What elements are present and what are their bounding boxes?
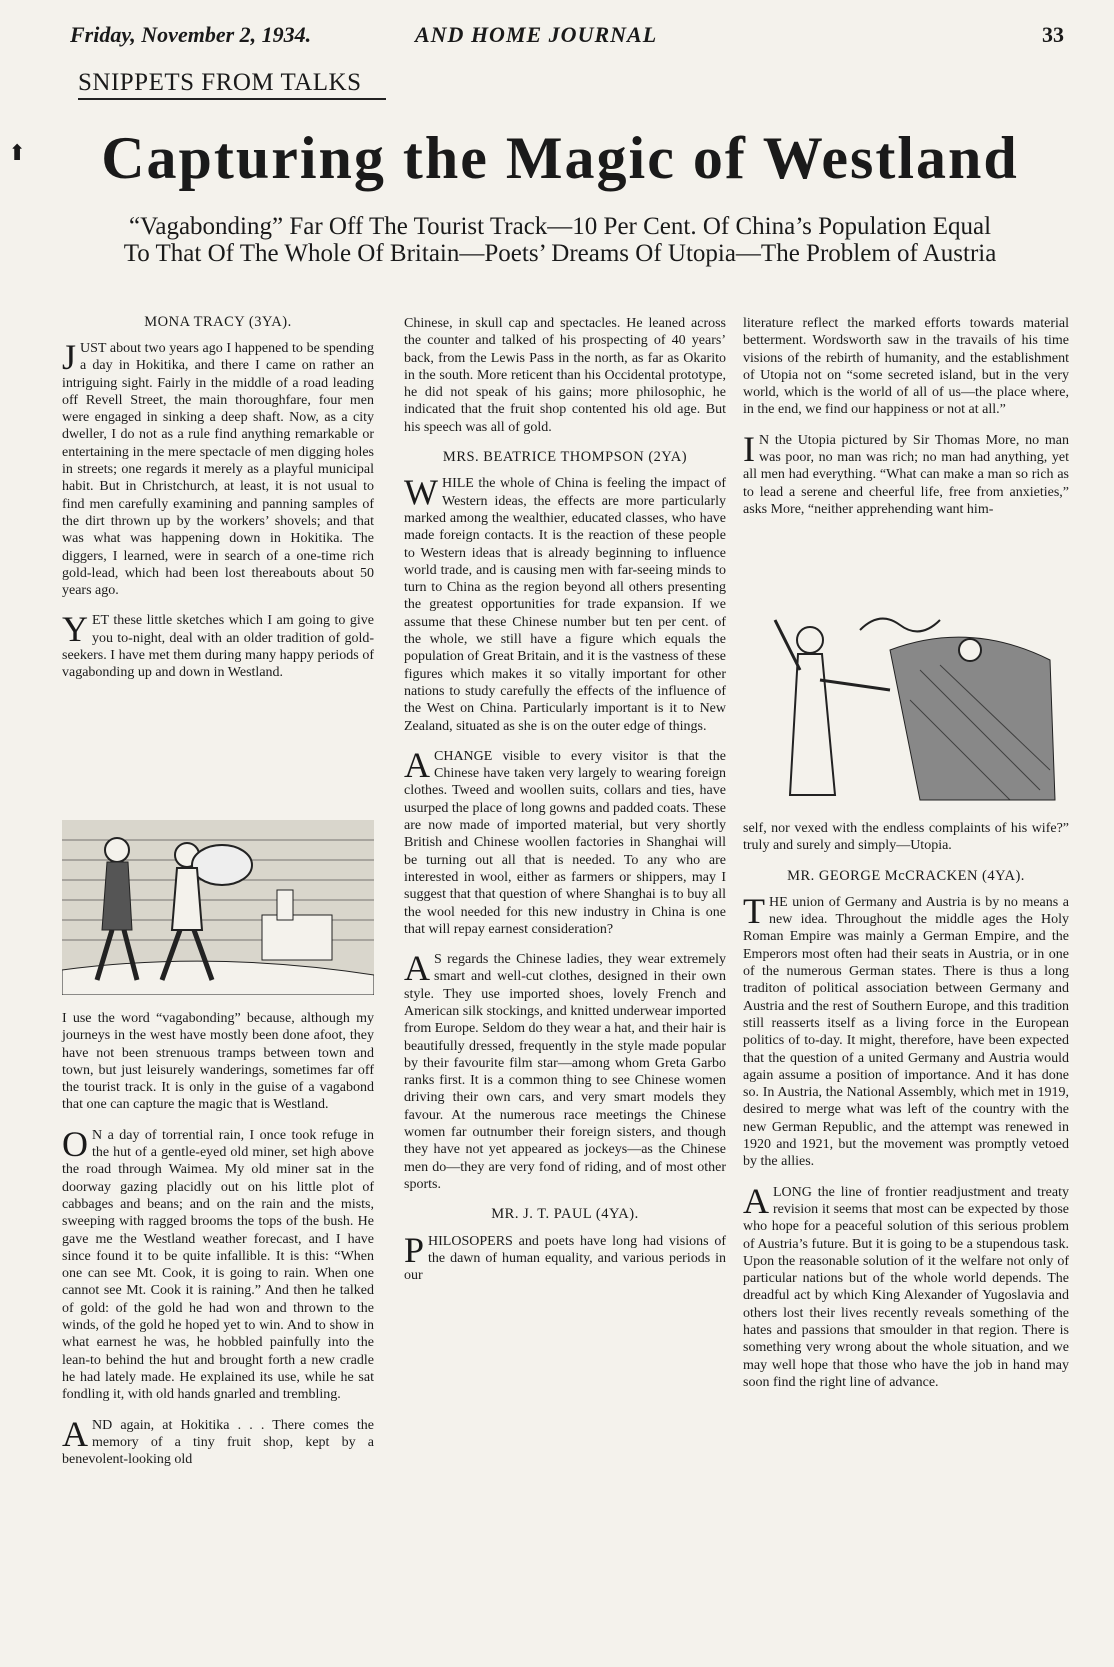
column-3 [743,315,1069,531]
headline: Capturing the Magic of Westland [101,125,1019,191]
paragraph: self, nor vexed with the endless complaints of his wife?” truly and surely and simply—Utopia. [743,821,1069,854]
byline: MR. J. T. PAUL (4YA). [491,1206,639,1223]
section-label: SNIPPETS FROM TALKS [78,68,386,100]
drop-cap: W [404,472,438,513]
drop-cap: A [743,1180,769,1221]
drop-cap: P [404,1229,425,1270]
paragraph: O N a day of torrential rain, I once took refuge in the hut of a gentle-eyed old miner, set high above the road through Waimea. My old miner sat in the doorway gazing placidly out on his little plot of cabbages and beans; and on the rain and the mists, sweeping with ragged brooms the tops of the bush. He gave me the Westland weather forecast, and I have since found it to be quite infallible. It is this: “When one can see Mt. Cook, it is going to rain. When one cannot see Mt. Cook it is raining.” And then he talked of gold: of the gold he had won and thrown to the winds, of the gold he hoped yet to win. And to show in what earnest he was, he hobbled painfully into the lean-to behind the hut and brought forth a new cradle he had lately made. He explained its use, while he sat fondling it, with old hands gnarled and trembling. [62,1123,374,1403]
margin-mark-icon: ⬆ [8,140,27,165]
byline: MRS. BEATRICE THOMPSON (2YA) [442,449,688,466]
drop-cap: A [404,948,430,989]
paragraph: AND again, at Hokitika . . . There comes the memory of a tiny fruit shop, kept by a benevolent-looking old [62,1413,374,1468]
column-1 [62,314,374,695]
drop-cap: I [743,428,755,469]
drop-cap: A [404,744,430,785]
page-number: 33 [1042,22,1064,47]
paragraph: literature reflect the marked efforts towards material betterment. Wordsworth saw in the travails of his time visions of the rebirth of humanity, and the establishment of Utopia not on “some secreted island, but in the very world, which is the world of all of us—the place where, in the end, we find our happiness or not at all.” [743,316,1069,418]
issue-date: Friday, November 2, 1934. [70,22,312,47]
subheadline: “Vagabonding” Far Off The Tourist Track—10 Per Cent. Of China’s Population Equal To That Of The Whole Of Britain—Poets’ Dreams Of Utopia—The Problem of Austria [123,213,997,267]
drop-cap: J [62,337,77,377]
page-header [70,22,1064,52]
paragraph: PHILOSOPERS and poets have long had visions of the dawn of human equality, and various periods in our [404,1229,726,1284]
paragraph: I N the Utopia pictured by Sir Thomas More, no man was poor, no man was rich; no man had anything, yet all men had everything. “What can make a man so rich as to lead a serene and cheerful life, free from anxieties,” asks More, “neither apprehending want him- [743,428,1069,517]
vagabonds-sketch-icon [62,820,374,995]
drop-cap: T [743,890,765,931]
byline: MONA TRACY (3YA). [144,314,292,330]
paragraph: ALONG the line of frontier readjustment and treaty revision it seems that most can be expected by those who hope for a peaceful solution of this serious problem of Austria’s future. But it is going to be a stupendous task. Upon the reasonable solution of it the welfare not only of particular nations but of the whole world depends. The dreadful act by which King Alexander of Yugoslavia and others lost their lives recently reveals something of the hates and passions that smoulder in that region. There is something very wrong about the whole situation, and we may well hope that those who have the job in hand may soon find the right line of advance. [743,1180,1069,1390]
paragraph: I use the word “vagabonding” because, although my journeys in the west have mostly been done afoot, they have not been strenuous tramps between town and town, but just leisurely wanderings, sometimes far off the tourist track. It is only in the guise of a vagabond that one can capture the magic that is Westland. [62,1011,374,1113]
drop-cap: A [62,1413,88,1454]
drop-cap: Y [62,609,88,650]
paragraph: JUST about two years ago I happened to be spending a day in Hokitika, and there I came on rather an intriguing sight. Fairly in the middle of a road leading off Revell Street, the main thoroughfare, four men were engaged in sinking a deep shaft. Now, as a city dweller, I do not as a rule find anything remarkable or entertaining in the mere spectacle of men digging holes in streets; one regards it merely as a playful municipal habit. But in Christchurch, at least, it is not usual to find men carefully examining and panning samples of the dirt thrown up by the workers’ shovels; and that was what was happening down in Hokitika. The diggers, I learned, were in search of a one-time rich gold-lead, which had been lost thereabouts about 50 years ago. [62,337,374,599]
utopia-cartoon-icon [770,610,1060,810]
column-2 [404,315,726,1297]
column-3-continued [743,820,1069,1404]
paragraph: A S regards the Chinese ladies, they wear extremely smart and well-cut clothes, designed in their own style. They use imported shoes, lovely French and American silk stockings, and knitted underwear imported from Europe. Seldom do they wear a hat, and their hair is beautifully dressed, frequently in the style made popular by their favourite film star—among whom Greta Garbo ranks first. It is a common thing to see Chinese women driving their own cars, and very smart models they favour. At the numerous race meetings the Chinese women far outnumber their foreign sisters, and though they have not yet appeared as jockeys—as the Chinese men do—they are very fond of riding, and of most other sports. [404,948,726,1192]
byline: MR. GEORGE McCRACKEN (4YA). [787,867,1025,884]
column-1-continued [62,1010,374,1481]
paragraph: ACHANGE visible to every visitor is that the Chinese have taken very largely to wearing foreign clothes. Tweed and woollen suits, collars and ties, have usurped the place of long gowns and padded coats. These are now made of imported material, but very shortly British and Chinese woollen factories in Shanghai will be turning out all that is needed. To any who are interested in wool, either as farmers or shippers, may I suggest that that question of where Shanghai is to buy all the wool needed for this new industry in China is one that will repay earnest consideration? [404,744,726,937]
paragraph: WHILE the whole of China is feeling the impact of Western ideas, the effects are more particularly marked among the wealthier, educated classes, who have made foreign contacts. It is the reaction of these people to Western ideas that is already beginning to influence world trade, and is causing men with far-seeing minds to turn to China as the region beyond all others presenting the greatest opportunities for trade expansion. If we assume that these Chinese number but ten per cent. of the whole, we still have a figure which equals the population of Great Britain, and it is the vastness of these figures which makes it so vitally important for other nations to study carefully the effects of the influence of the West on China. Particularly important is it to New Zealand, situated as she is on the outer edge of things. [404,472,726,734]
paragraph: Chinese, in skull cap and spectacles. He leaned across the counter and talked of his prospecting of 40 years’ back, from the Lewis Pass in the north, as far as Okarito in the south. More reticent than his Occidental prototype, he did not speak of his gains; more philosophic, he indicated that the fruit shop contented his old age. But his speech was all of gold. [404,316,726,435]
drop-cap: O [62,1123,88,1164]
paragraph: YET these little sketches which I am going to give you to-night, deal with an older tradition of gold-seekers. I have met them during many happy periods of vagabonding up and down in Westland. [62,609,374,681]
journal-title: AND HOME JOURNAL [415,22,658,47]
paragraph: THE union of Germany and Austria is by no means a new idea. Throughout the middle ages the Holy Roman Empire was mainly a German Empire, and the Emperors most often had their seats in Austria, or in one of the numerous German states. There is thus a long traditon of political association between Germany and Austria and the rest of Southern Europe, and this tradition still reasserts itself as a living force in the European politics of to-day. It might, therefore, have been expected that the question of a united Germany and Austria would again assume a position of importance. And it has done so. In Austria, the National Assembly, which met in 1919, desired to merge what was left of the country with the new German Republic, and the attempt was renewed in 1920 and 1921, but the movement was promptly vetoed by the allies. [743,890,1069,1170]
